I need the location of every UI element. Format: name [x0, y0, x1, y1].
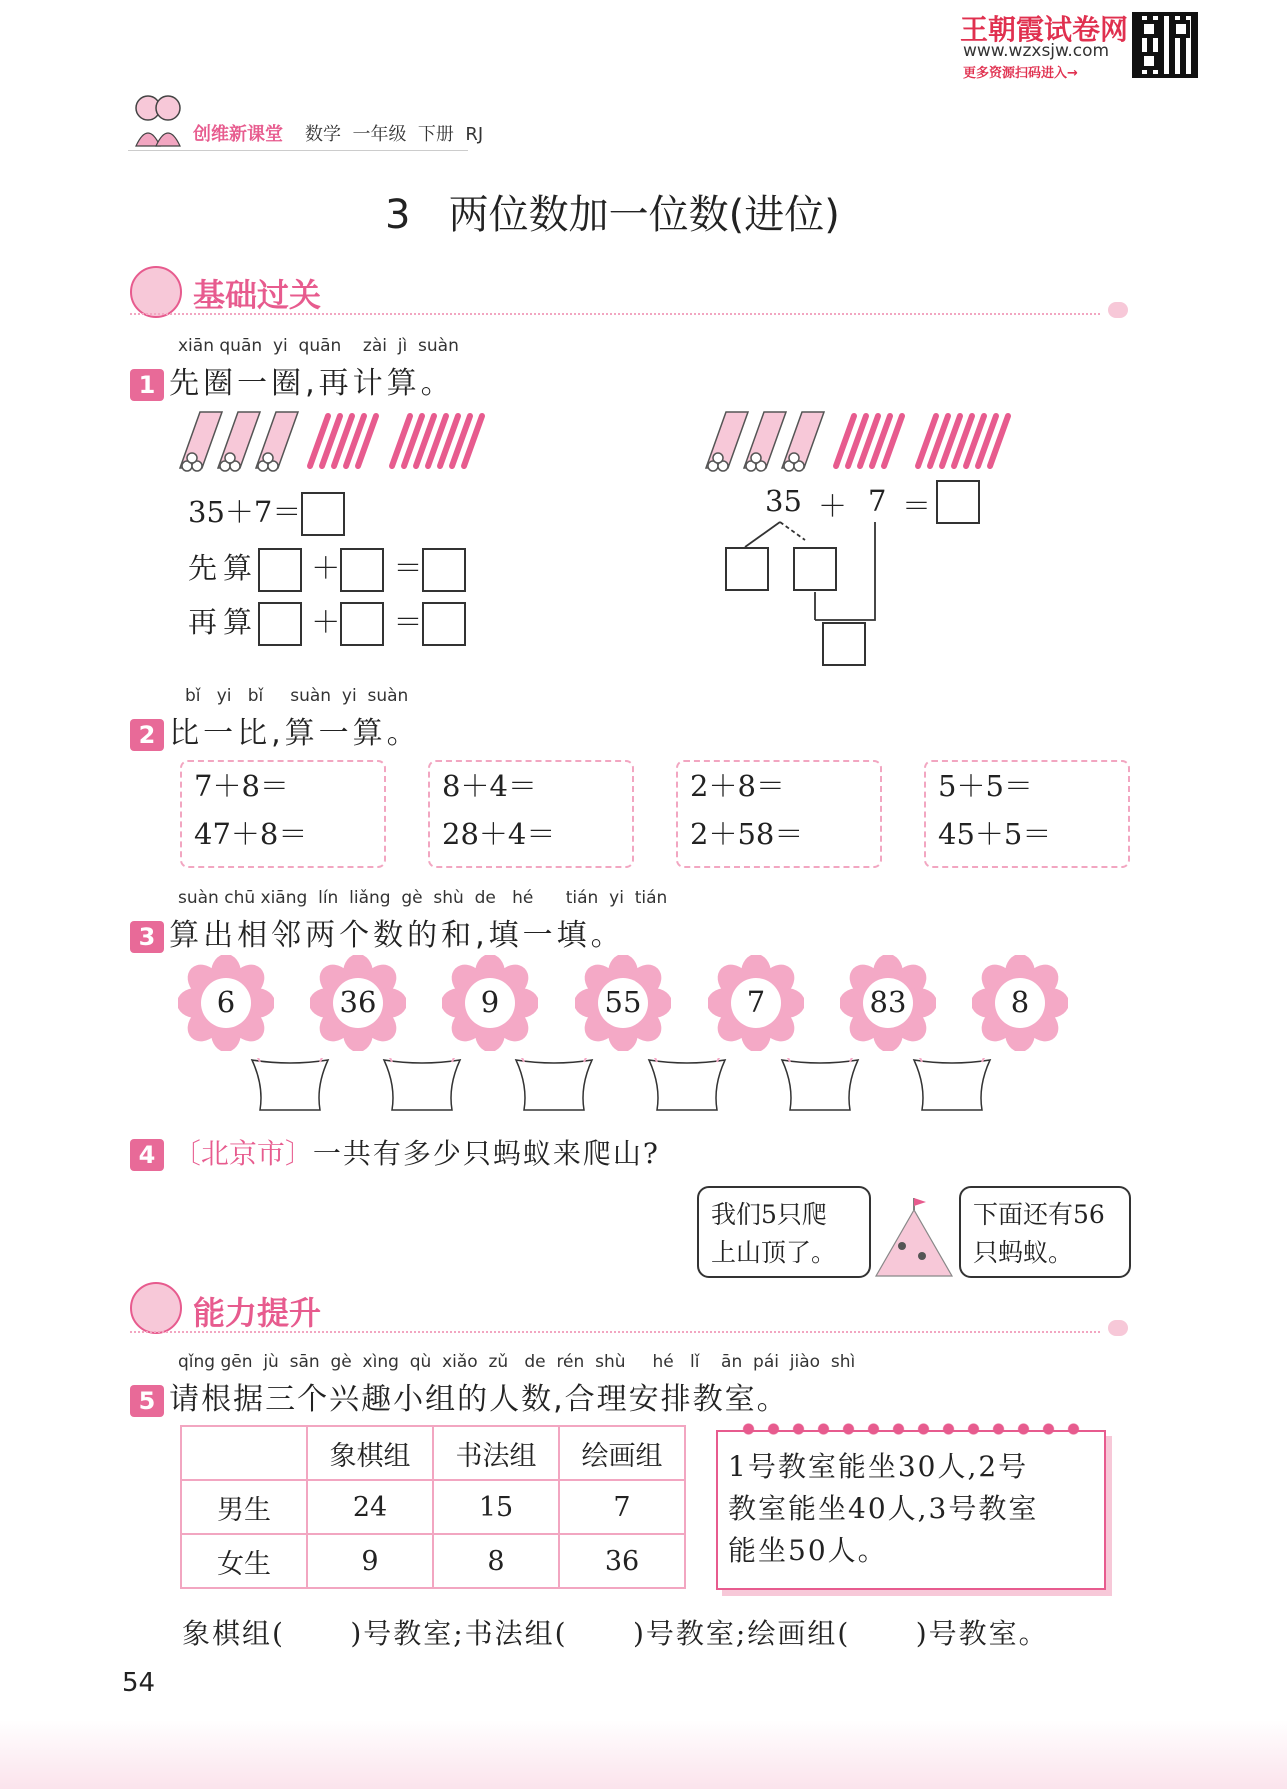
section-title-advanced: 能力提升	[193, 1294, 322, 1332]
series-name: 创维新课堂	[193, 124, 283, 145]
answer-box[interactable]	[340, 548, 384, 592]
table-header-cell: 书法组	[433, 1426, 559, 1480]
q1-text: 先圈一圈,再计算。	[169, 366, 455, 401]
bubble-left-line2: 上山顶了。	[711, 1238, 837, 1267]
kids-logo-icon	[128, 90, 188, 150]
compare-eq-top: 7＋8＝	[194, 769, 289, 803]
q1-step1	[188, 546, 466, 592]
table-row	[181, 1480, 685, 1534]
speech-bubble-right	[959, 1186, 1131, 1278]
q3-heading	[130, 910, 625, 954]
step2-label: 再算	[188, 605, 259, 639]
answer-box[interactable]	[258, 548, 302, 592]
answer-box[interactable]	[258, 602, 302, 646]
split-num-a: 35	[765, 484, 802, 518]
group-table	[180, 1425, 686, 1589]
compare-group	[428, 760, 634, 868]
notepad	[716, 1430, 1106, 1590]
table-cell: 36	[559, 1534, 685, 1588]
vase-answer-slot[interactable]	[780, 1058, 860, 1112]
compare-eq-top: 2＋8＝	[690, 769, 785, 803]
vase-answer-slot[interactable]	[250, 1058, 330, 1112]
page-number: 54	[122, 1668, 156, 1698]
bubble-right-line2: 只蚂蚁。	[973, 1238, 1074, 1267]
q1-number: 1	[130, 369, 164, 401]
section-divider	[130, 313, 1100, 315]
q2-number: 2	[130, 719, 164, 751]
q5-text: 请根据三个兴趣小组的人数,合理安排教室。	[169, 1382, 789, 1417]
q2-pinyin: bǐ yi bǐ suàn yi suàn	[185, 686, 409, 706]
brand-more: 更多资源扫码进入→	[963, 66, 1078, 81]
ant-illustration	[872, 1196, 956, 1278]
notepad-line: 教室能坐40人,3号教室	[728, 1492, 1039, 1525]
flower	[442, 955, 538, 1051]
sticks-illustration-left	[178, 408, 488, 474]
dots-icon	[1108, 1320, 1128, 1336]
footer-band	[0, 1720, 1287, 1789]
q5-answer-line: 象棋组( )号教室;书法组( )号教室;绘画组( )号教室。	[182, 1617, 1049, 1650]
table-header-cell: 象棋组	[307, 1426, 433, 1480]
notepad-rings	[736, 1420, 1086, 1438]
q2-text: 比一比,算一算。	[169, 716, 421, 751]
q1-step2	[188, 600, 466, 646]
q1-left-equation	[188, 490, 345, 536]
bubble-left-line1: 我们5只爬	[711, 1200, 827, 1229]
table-header-cell	[181, 1426, 307, 1480]
flower	[575, 955, 671, 1051]
compare-group	[180, 760, 386, 868]
speech-bubble-left	[697, 1186, 871, 1278]
qr-code-icon[interactable]	[1132, 12, 1198, 78]
compare-eq-top: 8＋4＝	[442, 769, 537, 803]
q4-text: 一共有多少只蚂蚁来爬山?	[312, 1137, 660, 1170]
section-title-basic: 基础过关	[193, 276, 322, 314]
bubble-right-line1: 下面还有56	[973, 1200, 1105, 1229]
section-icon-advanced	[130, 1282, 182, 1334]
table-cell: 9	[307, 1534, 433, 1588]
table-row	[181, 1534, 685, 1588]
split-num-b: 7	[868, 484, 887, 518]
vase-answer-slot[interactable]	[514, 1058, 594, 1112]
compare-group	[924, 760, 1130, 868]
notepad-line: 能坐50人。	[728, 1534, 888, 1567]
dots-icon	[1108, 302, 1128, 318]
split-plus: ＋	[818, 489, 848, 523]
answer-box[interactable]	[936, 480, 980, 524]
flower-number: 6	[216, 985, 236, 1019]
flower	[840, 955, 936, 1051]
sticks-illustration-right	[704, 408, 1014, 474]
flower-number: 7	[746, 985, 766, 1019]
flower-number: 9	[480, 985, 500, 1019]
flower	[178, 955, 274, 1051]
step1-label: 先算	[188, 551, 259, 585]
plus-sign: ＋	[311, 551, 341, 585]
vase-answer-slot[interactable]	[382, 1058, 462, 1112]
equals-sign: ＝	[393, 605, 423, 639]
compare-eq-bottom: 28＋4＝	[442, 817, 556, 851]
table-cell: 男生	[181, 1480, 307, 1534]
section-icon-basic	[130, 266, 182, 318]
compare-eq-bottom: 47＋8＝	[194, 817, 308, 851]
answer-box[interactable]	[725, 547, 769, 591]
answer-box[interactable]	[793, 547, 837, 591]
q4-region-tag: 〔北京市〕	[172, 1137, 313, 1170]
flower	[708, 955, 804, 1051]
flower-number: 55	[604, 985, 642, 1019]
table-cell: 女生	[181, 1534, 307, 1588]
compare-eq-top: 5＋5＝	[938, 769, 1033, 803]
flower-number: 83	[869, 985, 907, 1019]
header-divider	[128, 150, 468, 151]
split-eq: ＝	[902, 489, 932, 523]
q4-heading	[130, 1132, 660, 1172]
flower	[310, 955, 406, 1051]
answer-box[interactable]	[822, 622, 866, 666]
equals-sign: ＝	[393, 551, 423, 585]
flower-number: 36	[339, 985, 377, 1019]
flower	[972, 955, 1068, 1051]
table-cell: 7	[559, 1480, 685, 1534]
q3-number: 3	[130, 921, 164, 953]
table-cell: 15	[433, 1480, 559, 1534]
page-title: 3 两位数加一位数(进位)	[385, 192, 840, 238]
notepad-line: 1号教室能坐30人,2号	[728, 1450, 1029, 1483]
vase-answer-slot[interactable]	[912, 1058, 992, 1112]
table-header-row	[181, 1426, 685, 1480]
q2-heading	[130, 708, 421, 752]
vase-answer-slot[interactable]	[647, 1058, 727, 1112]
q1-left-eq-text: 35＋7＝	[188, 495, 302, 529]
q5-number: 5	[130, 1385, 164, 1417]
compare-eq-bottom: 45＋5＝	[938, 817, 1052, 851]
q1-heading	[130, 358, 455, 402]
q4-number: 4	[130, 1139, 164, 1171]
brand-url: www.wzxsjw.com	[963, 41, 1110, 61]
q5-pinyin: qǐng gēn jù sān gè xìng qù xiǎo zǔ de rén shù hé lǐ ān pái jiào shì	[178, 1352, 856, 1372]
answer-box[interactable]	[422, 548, 466, 592]
q5-heading	[130, 1374, 789, 1418]
subject-label: 数学 一年级 下册 RJ	[305, 124, 484, 145]
answer-box[interactable]	[422, 602, 466, 646]
table-cell: 24	[307, 1480, 433, 1534]
brand-name: 王朝霞试卷网	[960, 13, 1129, 46]
answer-box[interactable]	[340, 602, 384, 646]
section-divider	[130, 1331, 1100, 1333]
plus-sign: ＋	[311, 605, 341, 639]
q3-pinyin: suàn chū xiāng lín liǎng gè shù de hé tián yi tián	[178, 888, 668, 908]
table-cell: 8	[433, 1534, 559, 1588]
answer-box[interactable]	[301, 492, 345, 536]
compare-group	[676, 760, 882, 868]
q3-text: 算出相邻两个数的和,填一填。	[169, 918, 625, 953]
flower-number: 8	[1010, 985, 1030, 1019]
q1-pinyin: xiān quān yi quān zài jì suàn	[178, 336, 459, 356]
table-header-cell: 绘画组	[559, 1426, 685, 1480]
compare-eq-bottom: 2＋58＝	[690, 817, 804, 851]
